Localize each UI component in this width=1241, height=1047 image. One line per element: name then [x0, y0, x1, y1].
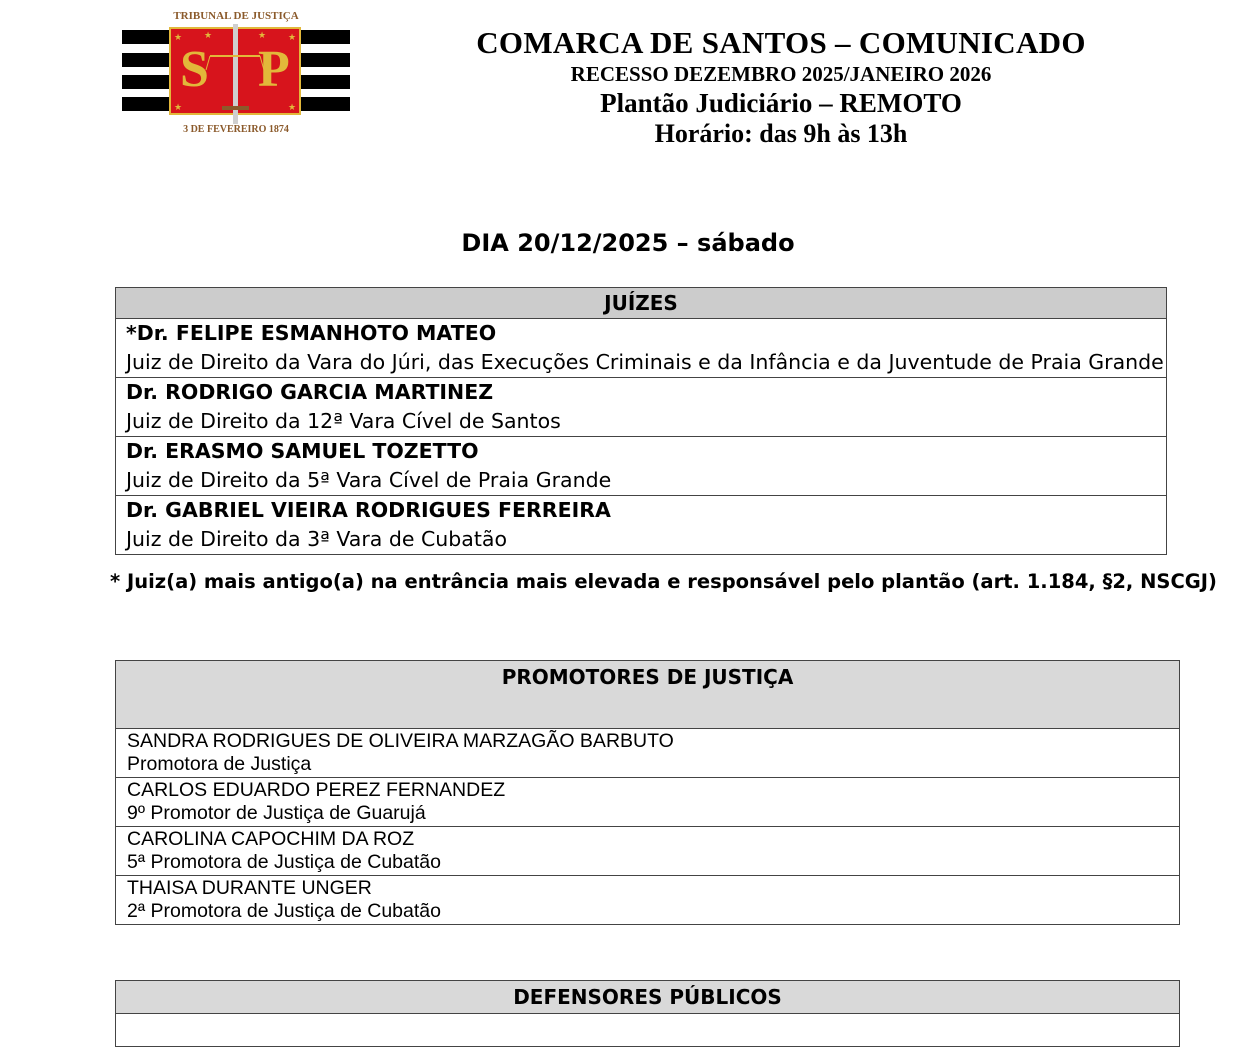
promotor-role: 5ª Promotora de Justiça de Cubatão: [127, 851, 441, 873]
svg-text:★: ★: [288, 103, 297, 113]
table-row: [116, 1014, 1180, 1047]
logo-bottom-text: 3 DE FEVEREIRO 1874: [183, 124, 289, 135]
table-row: [116, 319, 1167, 378]
table-row: [116, 496, 1167, 555]
judges-header: JUÍZES: [116, 288, 1167, 319]
promotor-name: CAROLINA CAPOCHIM DA ROZ: [127, 828, 415, 850]
table-row: [116, 437, 1167, 496]
table-row: [116, 876, 1180, 925]
promotor-name: CARLOS EDUARDO PEREZ FERNANDEZ: [127, 779, 506, 801]
defensores-header: DEFENSORES PÚBLICOS: [116, 981, 1180, 1014]
page-title: COMARCA DE SANTOS – COMUNICADO: [476, 25, 1086, 60]
table-row: [116, 827, 1180, 876]
svg-text:★: ★: [258, 31, 267, 41]
logo-top-text: TRIBUNAL DE JUSTIÇA: [173, 10, 299, 22]
promotores-header: PROMOTORES DE JUSTIÇA: [116, 661, 1180, 729]
judge-role: Juiz de Direito da Vara do Júri, das Execuções Criminais e da Infância e da Juventude de Praia Grande: [126, 350, 1164, 374]
defensores-table: [115, 980, 1180, 1047]
promotor-name: THAISA DURANTE UNGER: [127, 877, 372, 899]
judge-name: Dr. ERASMO SAMUEL TOZETTO: [126, 439, 479, 463]
judge-role: Juiz de Direito da 5ª Vara Cível de Praia Grande: [126, 468, 612, 492]
logo-letter-p: P: [258, 41, 290, 98]
judge-name: *Dr. FELIPE ESMANHOTO MATEO: [126, 321, 497, 345]
svg-text:★: ★: [174, 103, 183, 113]
promotor-role: 9º Promotor de Justiça de Guarujá: [127, 802, 426, 824]
table-row: [116, 378, 1167, 437]
judge-role: Juiz de Direito da 12ª Vara Cível de Santos: [126, 409, 561, 433]
schedule-hours: Horário: das 9h às 13h: [654, 119, 908, 148]
promotores-table: [115, 660, 1180, 925]
svg-text:★: ★: [204, 31, 213, 41]
footnote: * Juiz(a) mais antigo(a) na entrância mais elevada e responsável pelo plantão (art. 1.184, §2, NSCGJ): [110, 570, 1217, 593]
day-heading: DIA 20/12/2025 – sábado: [461, 229, 795, 257]
judges-table: [115, 287, 1167, 555]
document-header: [420, 26, 1142, 150]
recess-subtitle: RECESSO DEZEMBRO 2025/JANEIRO 2026: [570, 62, 992, 86]
logo-letter-s: S: [180, 41, 209, 98]
judge-role: Juiz de Direito da 3ª Vara de Cubatão: [126, 527, 507, 551]
judge-name: Dr. RODRIGO GARCIA MARTINEZ: [126, 380, 494, 404]
judge-name: Dr. GABRIEL VIEIRA RODRIGUES FERREIRA: [126, 498, 611, 522]
promotor-role: Promotora de Justiça: [127, 753, 312, 775]
table-row: [116, 778, 1180, 827]
table-row: [116, 729, 1180, 778]
promotor-name: SANDRA RODRIGUES DE OLIVEIRA MARZAGÃO BARBUTO: [127, 730, 674, 752]
svg-text:★: ★: [174, 33, 183, 43]
plantao-label: Plantão Judiciário – REMOTO: [600, 88, 962, 118]
svg-text:★: ★: [288, 33, 297, 43]
promotor-role: 2ª Promotora de Justiça de Cubatão: [127, 900, 441, 922]
tjsp-logo: [118, 8, 354, 140]
